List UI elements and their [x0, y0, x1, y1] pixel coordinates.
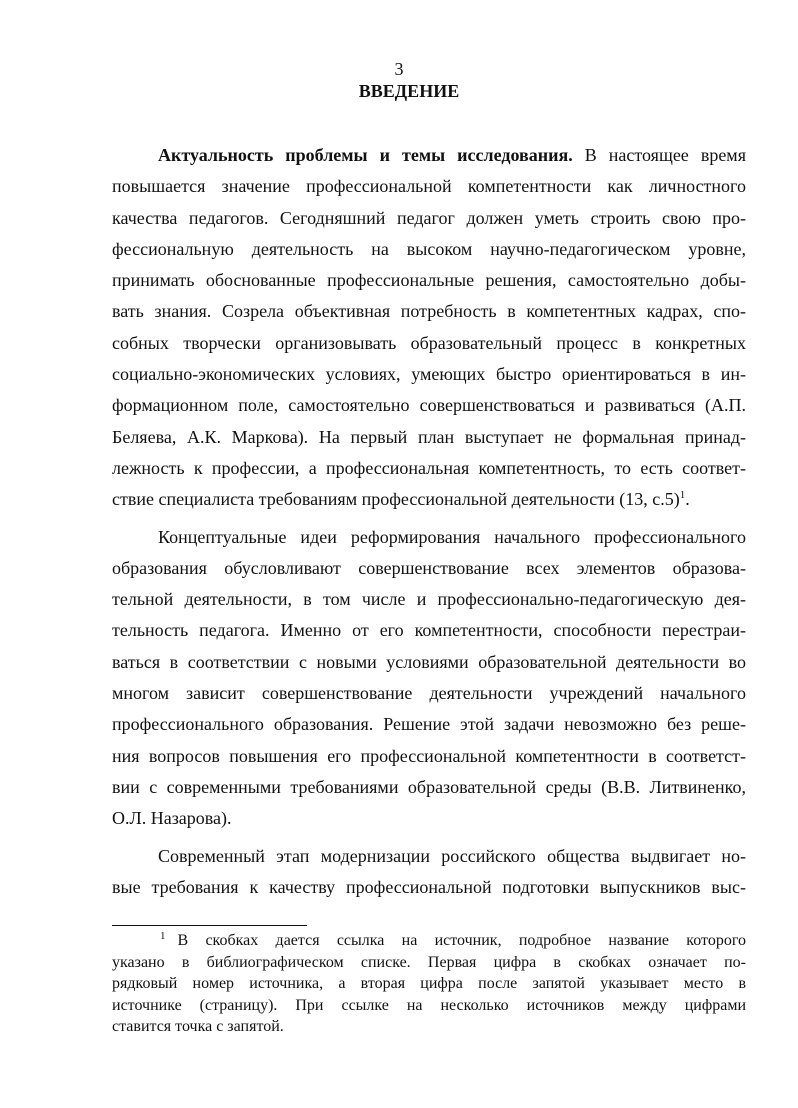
text-line	[112, 930, 746, 952]
text-line: ния вопросов повышения его профессиональной компетентности в соответст-	[112, 745, 746, 766]
text-line: вии с современными требованиями образовательной среды (В.В. Литвиненко,	[112, 776, 746, 797]
text-line	[112, 140, 746, 171]
page-title: ВВЕДЕНИЕ	[358, 81, 460, 101]
footnote	[112, 930, 746, 1038]
text-line: тельность педагога. Именно от его компетентности, способности перестраи-	[112, 620, 746, 641]
text-line: О.Л. Назарова).	[112, 808, 232, 829]
lead-heading: Актуальность проблемы и темы исследования.	[158, 145, 573, 165]
text-line: качества педагогов. Сегодняшний педагог должен уметь строить свою про-	[112, 207, 746, 228]
text-line: указано в библиографическом списке. Первая цифра в скобках означает по-	[112, 953, 746, 971]
page-number: 3	[394, 59, 404, 79]
text-line: принимать обоснованные профессиональные решения, самостоятельно добы-	[112, 270, 746, 291]
text-fragment: ствие специалиста требованиям профессиональной деятельности (13, с.5)	[112, 489, 680, 510]
text-line: тельной деятельности, в том числе и профессионально-педагогическую дея-	[112, 589, 746, 610]
text-fragment: .	[685, 489, 690, 510]
paragraph-relevance	[112, 140, 746, 516]
text-line: профессионального образования. Решение этой задачи невозможно без реше-	[112, 714, 746, 735]
paragraph-modernization	[112, 841, 746, 904]
text-line: Современный этап модернизации российского общества выдвигает но-	[158, 845, 746, 866]
footnote-reference[interactable]: 1	[679, 489, 686, 502]
footnote-mark: 1	[160, 929, 166, 942]
text-line: Беляева, А.К. Маркова). На первый план выступает не формальная принад-	[112, 426, 746, 447]
text-line: социально-экономических условиях, умеющих быстро ориентироваться в ин-	[112, 364, 746, 385]
text-fragment: В настоящее время	[572, 145, 746, 165]
text-line: образования обусловливают совершенствование всех элементов образова-	[112, 557, 746, 578]
footnote-divider	[112, 925, 307, 926]
text-line: ваться в соответствии с новыми условиями образовательной деятельности во	[112, 651, 746, 672]
text-line: собных творчески организовывать образовательный процесс в конкретных	[112, 332, 746, 353]
text-line: рядковый номер источника, а вторая цифра после запятой указывает место в	[112, 975, 746, 992]
text-line: повышается значение профессиональной компетентности как личностного	[112, 176, 746, 197]
text-line: вать знания. Созрела объективная потребность в компетентных кадрах, спо-	[112, 301, 746, 322]
text-line: Концептуальные идеи реформирования начального профессионального	[158, 526, 746, 547]
text-line: многом зависит совершенствование деятельности учреждений начального	[112, 683, 746, 704]
text-line: формационном поле, самостоятельно совершенствоваться и развиваться (А.П.	[112, 395, 746, 416]
paragraph-concepts	[112, 522, 746, 835]
text-line: лежность к профессии, а профессиональная компетентность, то есть соответ-	[112, 457, 746, 478]
text-fragment: В скобках дается ссылка на источник, подробное название которого	[177, 932, 746, 949]
text-line	[112, 484, 746, 515]
text-line: фессиональную деятельность на высоком научно-педагогическом уровне,	[112, 238, 746, 259]
text-line: ставится точка с запятой.	[112, 1018, 284, 1035]
text-line: вые требования к качеству профессиональной подготовки выпускников выс-	[112, 876, 746, 897]
text-line: источнике (страницу). При ссылке на несколько источников между цифрами	[112, 996, 746, 1014]
main-text	[112, 140, 746, 903]
